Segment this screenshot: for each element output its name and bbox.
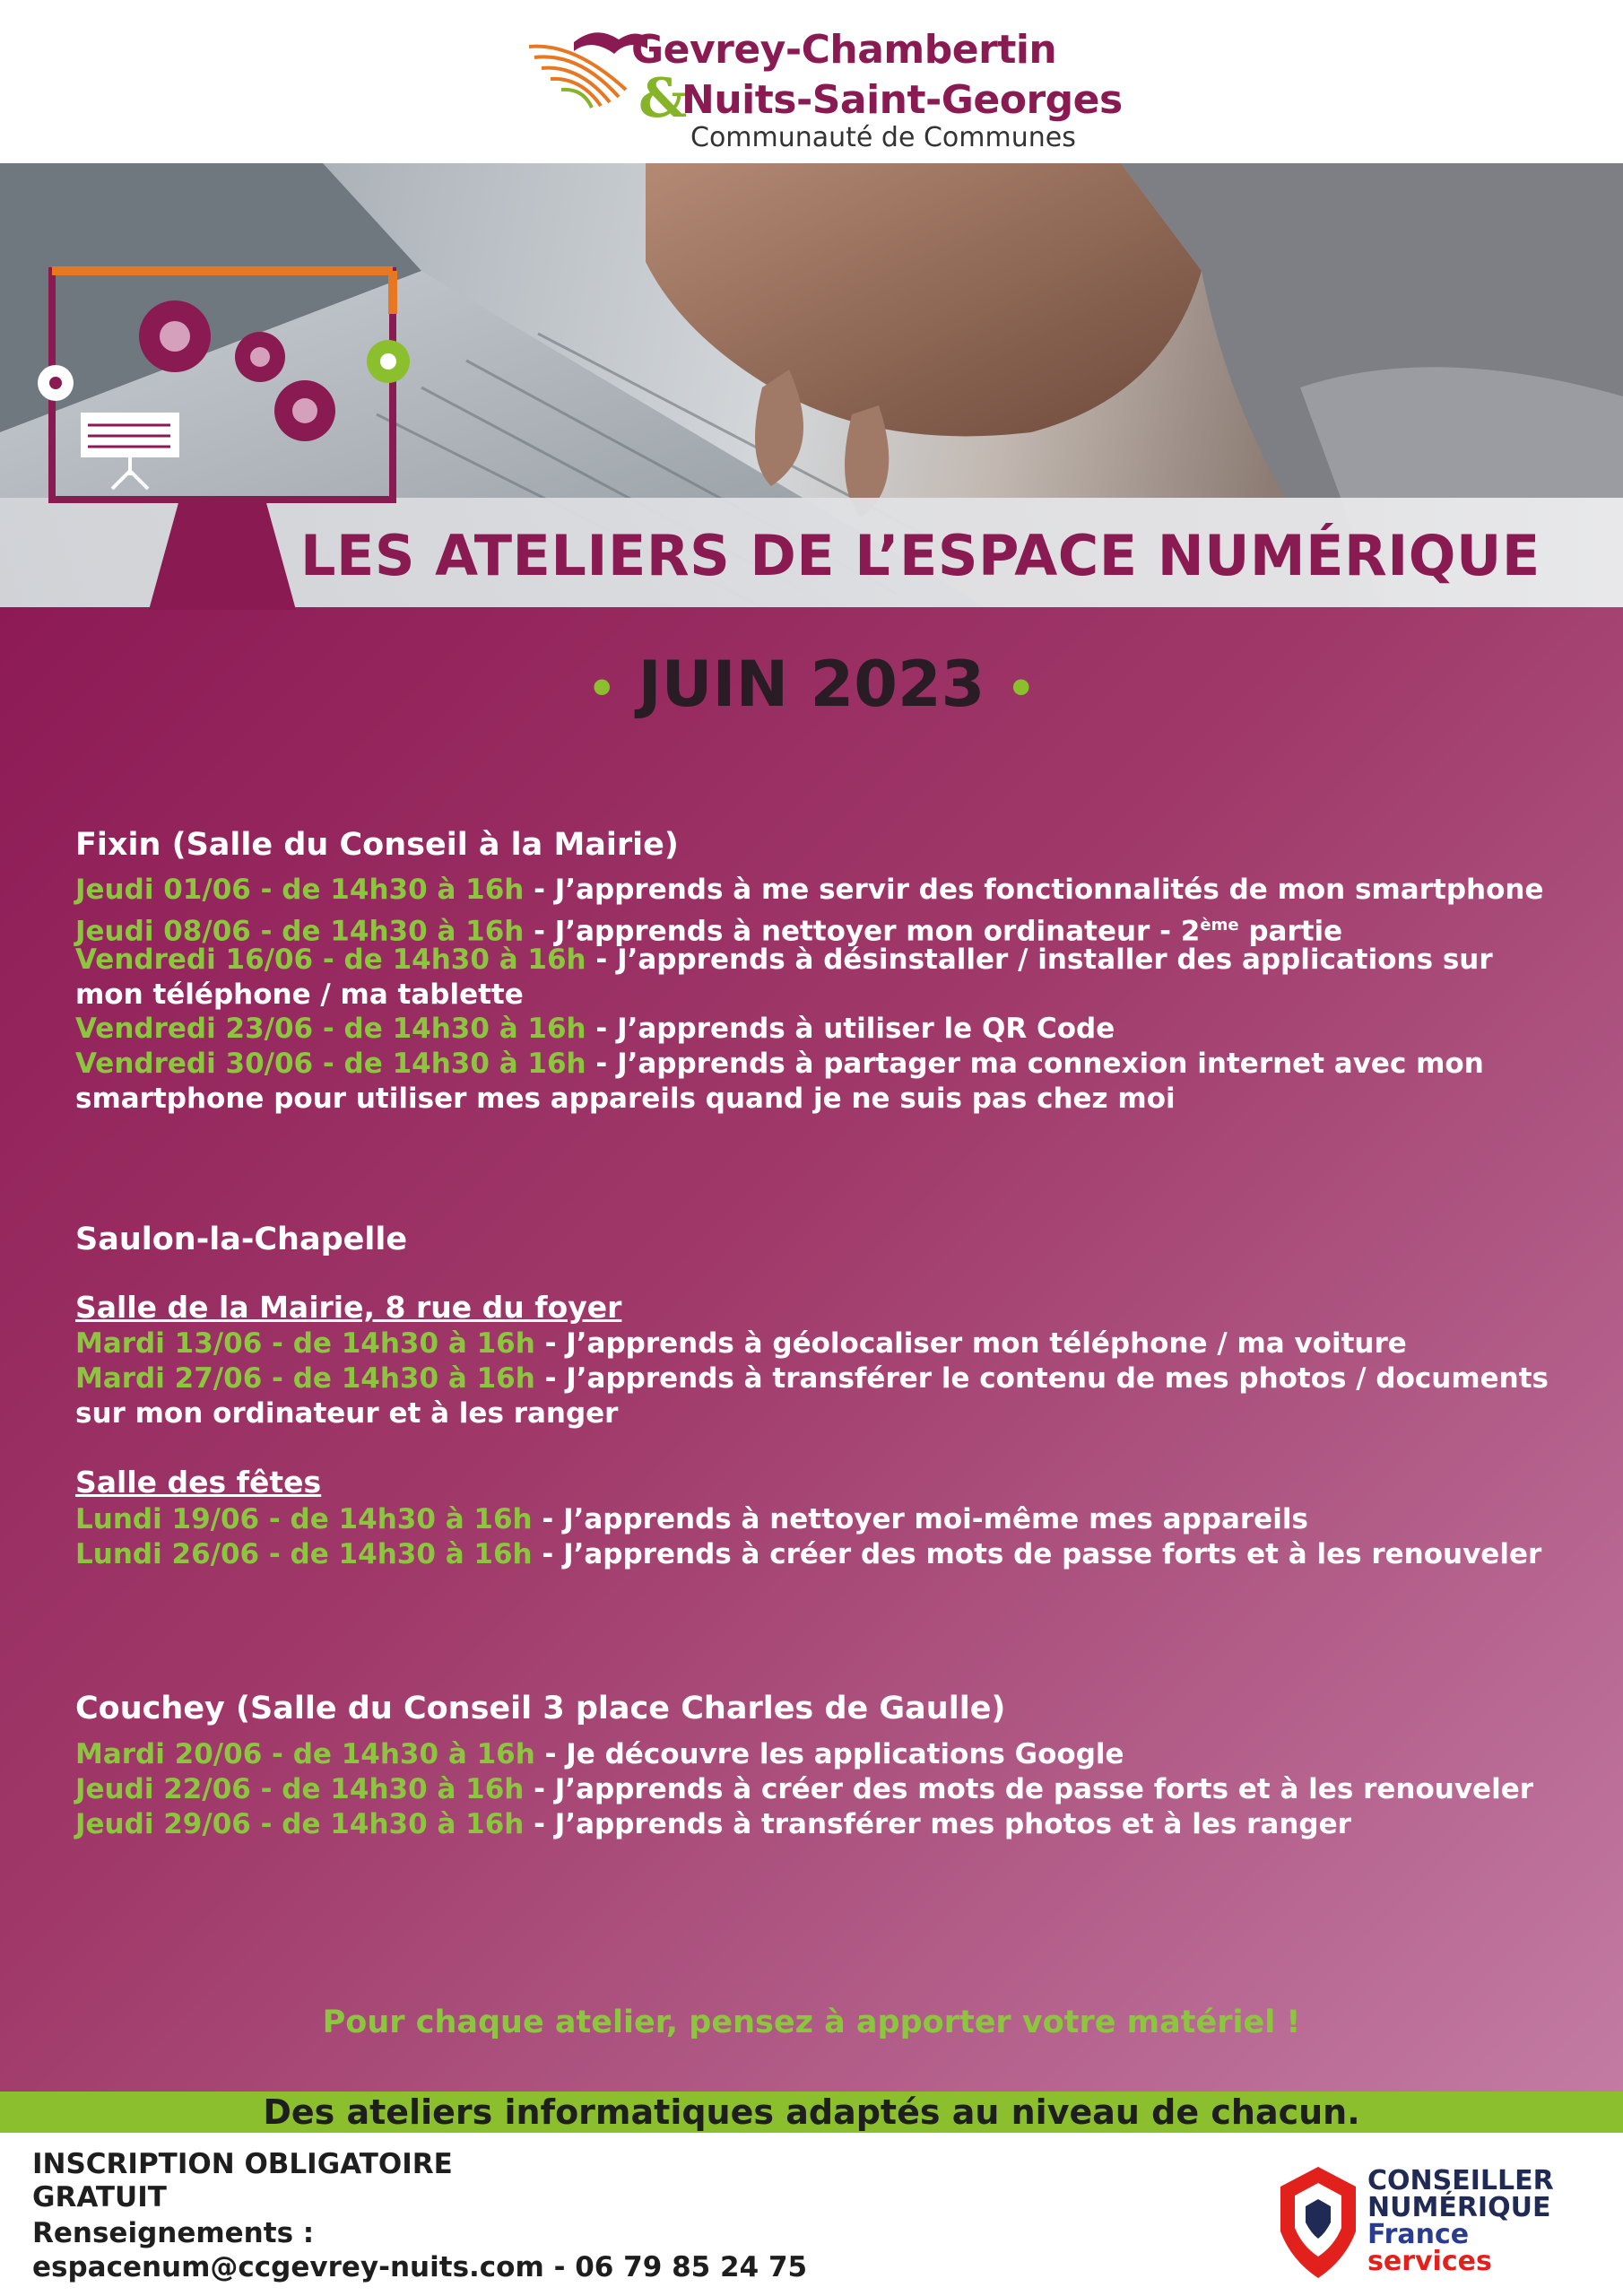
session-date: Vendredi 16/06 - de 14h30 à 16h	[75, 944, 586, 976]
footer-inscription: INSCRIPTION OBLIGATOIRE	[32, 2148, 453, 2180]
session-date: Vendredi 30/06 - de 14h30 à 16h	[75, 1048, 586, 1080]
session-topic-end: partie	[1238, 915, 1343, 948]
session-date: Mardi 13/06 - de 14h30 à 16h	[75, 1327, 535, 1360]
venue-couchey: Couchey (Salle du Conseil 3 place Charles de Gaulle)	[75, 1691, 1006, 1726]
month-heading	[0, 648, 1623, 721]
bullet-right: •	[1006, 662, 1036, 715]
presentation-board-icon	[81, 413, 179, 489]
band-text: Des ateliers informatiques adaptés au niveau de chacun.	[263, 2092, 1360, 2132]
venue-saulon: Saulon-la-Chapelle	[75, 1222, 408, 1257]
session-topic: - Je découvre les applications Google	[534, 1738, 1124, 1770]
session-topic: - J’apprends à nettoyer moi-même mes appareils	[532, 1503, 1308, 1535]
logo-line-communaute: Communauté de Communes	[690, 122, 1076, 153]
session-couchey-1	[75, 1737, 1564, 1772]
badge-line-france: France	[1367, 2219, 1470, 2250]
session-topic: - J’apprends à transférer le contenu de mes photos / documents sur mon ordinateur et à les ranger	[75, 1362, 1549, 1430]
session-date: Jeudi 08/06 - de 14h30 à 16h	[75, 915, 525, 948]
session-topic: - J’apprends à utiliser le QR Code	[586, 1013, 1115, 1045]
session-topic: - J’apprends à créer des mots de passe forts et à les renouveler	[532, 1538, 1542, 1570]
month-label: JUIN 2023	[638, 648, 985, 721]
session-fixin-4	[75, 1012, 1564, 1047]
footer-gratuit: GRATUIT	[32, 2181, 167, 2213]
session-fixin-1	[75, 873, 1564, 908]
page-title: LES ATELIERS DE L’ESPACE NUMÉRIQUE	[300, 523, 1541, 588]
session-date: Mardi 20/06 - de 14h30 à 16h	[75, 1738, 535, 1770]
footer-contact: espacenum@ccgevrey-nuits.com - 06 79 85 24 75	[32, 2251, 808, 2283]
session-topic: - J’apprends à géolocaliser mon téléphone / ma voiture	[534, 1327, 1407, 1360]
session-saulon-2	[75, 1361, 1564, 1431]
badge-line-conseiller: CONSEILLER	[1367, 2165, 1554, 2196]
session-saulon-1	[75, 1326, 1564, 1361]
session-couchey-2	[75, 1772, 1564, 1807]
logo-ampersand: &	[638, 67, 688, 130]
session-date: Jeudi 01/06 - de 14h30 à 16h	[75, 874, 525, 906]
bullet-left: •	[587, 662, 617, 715]
footer-renseignements: Renseignements :	[32, 2217, 315, 2249]
logo-line-gevrey: Gevrey-Chambertin	[631, 27, 1057, 73]
venue-saulon-mairie: Salle de la Mairie, 8 rue du foyer	[75, 1290, 622, 1325]
session-topic: - J’apprends à nettoyer mon ordinateur - 2	[524, 915, 1201, 948]
session-date: Jeudi 29/06 - de 14h30 à 16h	[75, 1808, 525, 1840]
session-date: Lundi 19/06 - de 14h30 à 16h	[75, 1503, 533, 1535]
session-saulon-4	[75, 1537, 1564, 1572]
session-topic: - J’apprends à créer des mots de passe forts et à les renouveler	[524, 1773, 1534, 1805]
session-topic: - J’apprends à désinstaller / installer des applications sur mon téléphone / ma tablette	[75, 944, 1493, 1011]
venue-saulon-fetes: Salle des fêtes	[75, 1465, 322, 1500]
session-sup: ème	[1200, 916, 1239, 935]
logo-line-nuits: Nuits-Saint-Georges	[681, 77, 1123, 123]
session-fixin-3	[75, 943, 1564, 1013]
location-pin-icon	[1273, 2161, 1363, 2283]
session-topic: - J’apprends à me servir des fonctionnalités de mon smartphone	[524, 874, 1544, 906]
session-date: Lundi 26/06 - de 14h30 à 16h	[75, 1538, 533, 1570]
session-couchey-3	[75, 1807, 1564, 1842]
session-topic: - J’apprends à transférer mes photos et à les ranger	[524, 1808, 1351, 1840]
venue-fixin: Fixin (Salle du Conseil à la Mairie)	[75, 827, 679, 863]
session-date: Vendredi 23/06 - de 14h30 à 16h	[75, 1013, 586, 1045]
reminder-text: Pour chaque atelier, pensez à apporter votre matériel !	[322, 2005, 1301, 2040]
session-topic: - J’apprends à partager ma connexion internet avec mon smartphone pour utiliser mes appareils quand je ne suis pas chez moi	[75, 1048, 1484, 1115]
session-date: Jeudi 22/06 - de 14h30 à 16h	[75, 1773, 525, 1805]
badge-line-services: services	[1367, 2246, 1492, 2277]
session-date: Mardi 27/06 - de 14h30 à 16h	[75, 1362, 535, 1395]
header	[0, 0, 1623, 163]
badge-line-numerique: NUMÉRIQUE	[1367, 2192, 1551, 2223]
session-saulon-3	[75, 1502, 1564, 1537]
session-fixin-5	[75, 1047, 1564, 1117]
